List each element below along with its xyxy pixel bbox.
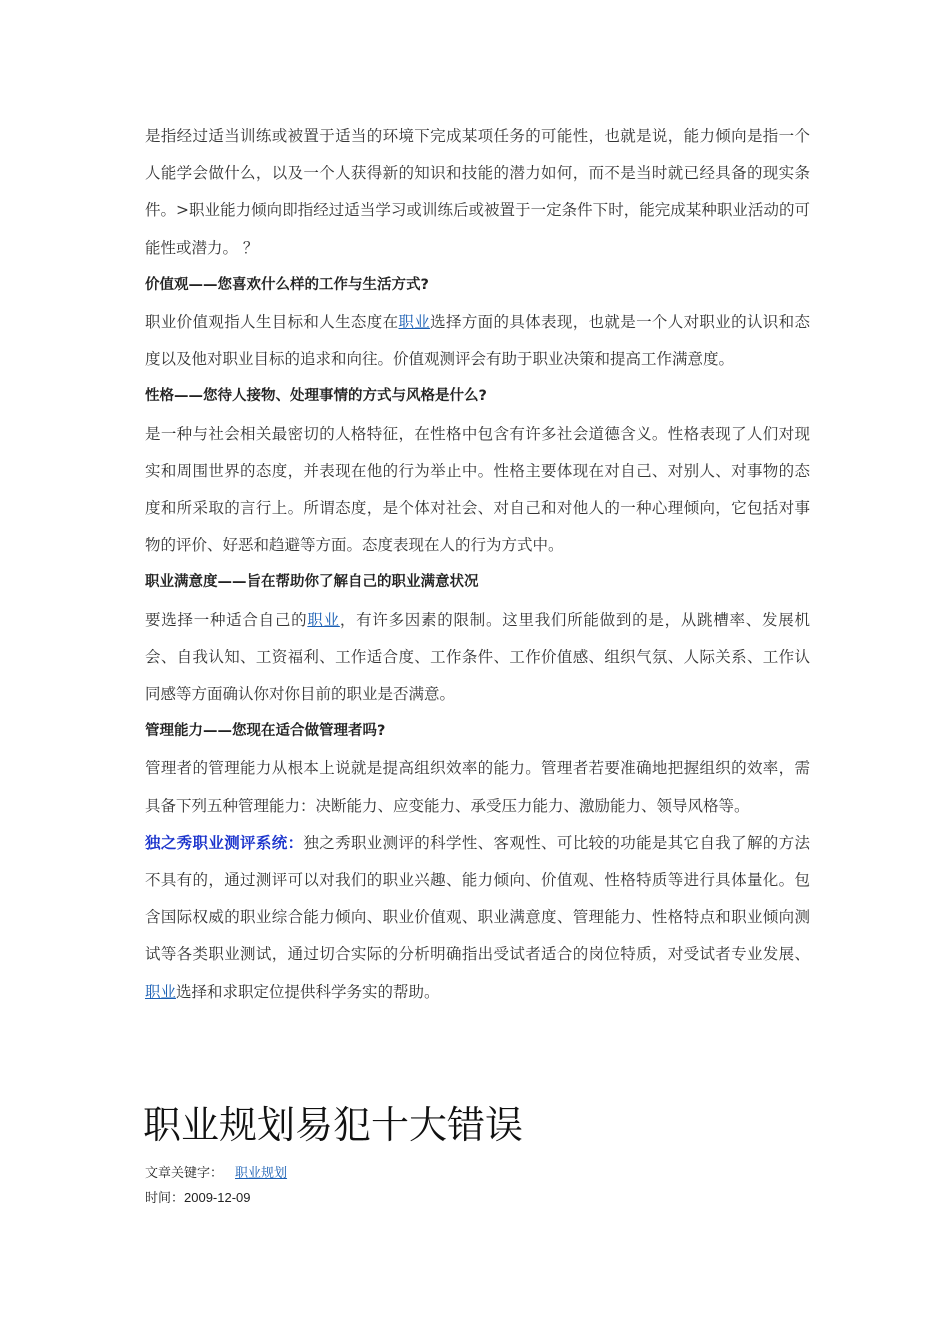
- management-paragraph: 管理者的管理能力从根本上说就是提高组织效率的能力。管理者若要准确地把握组织的效率，需具备下列五种管理能力：决断能力、应变能力、承受压力能力、激励能力、领导风格等。: [145, 759, 810, 815]
- satisfaction-heading: 职业满意度——旨在帮助你了解自己的职业满意状况: [145, 574, 479, 591]
- values-text-pre: 职业价值观指人生目标和人生态度在: [145, 313, 399, 332]
- career-link[interactable]: 职业: [307, 610, 340, 629]
- date-label: 时间：: [145, 1190, 185, 1205]
- article-body: [145, 118, 810, 1011]
- date-value: 2009-12-09: [184, 1190, 251, 1205]
- values-heading: 价值观——您喜欢什么样的工作与生活方式?: [145, 276, 429, 293]
- values-text-post: 选择方面的具体表现，也就是一个人对职业的认识和态度以及他对职业目标的追求和向往。价值观测评会有助于职业决策和提高工作满意度。: [145, 313, 810, 369]
- management-heading: 管理能力——您现在适合做管理者吗?: [145, 723, 386, 740]
- career-link[interactable]: 职业: [398, 313, 431, 332]
- keyword-link[interactable]: 职业规划: [235, 1165, 288, 1180]
- article-keywords: [145, 1162, 287, 1181]
- personality-heading: 性格——您待人接物、处理事情的方式与风格是什么?: [145, 388, 487, 405]
- satisfaction-text-pre: 要选择一种适合自己的: [145, 610, 308, 629]
- brand-label: 独之秀职业测评系统：: [145, 833, 304, 852]
- personality-paragraph: 是一种与社会相关最密切的人格特征，在性格中包含有许多社会道德含义。性格表现了人们对现实和周围世界的态度，并表现在他的行为举止中。性格主要体现在对自己、对别人、对事物的态度和所采取的言行上。所谓态度，是个体对社会、对自己和对他人的一种心理倾向，它包括对事物的评价、好恶和趋避等方面。态度表现在人的行为方式中。: [145, 424, 810, 555]
- article-date: [145, 1187, 251, 1206]
- values-paragraph: [145, 304, 810, 378]
- article-title: 职业规划易犯十大错误: [143, 1103, 524, 1147]
- satisfaction-paragraph: [145, 602, 810, 714]
- keywords-label: 文章关键字：: [145, 1165, 224, 1180]
- intro-paragraph: 是指经过适当训练或被置于适当的环境下完成某项任务的可能性，也就是说，能力倾向是指一个人能学会做什么，以及一个人获得新的知识和技能的潜力如何，而不是当时就已经具备的现实条件。>职业能力倾向即指经过适当学习或训练后或被置于一定条件下时，能完成某种职业活动的可能性或潜力。 ？: [145, 127, 810, 257]
- system-text-pre: 独之秀职业测评的科学性、客观性、可比较的功能是其它自我了解的方法不具有的，通过测评可以对我们的职业兴趣、能力倾向、价值观、性格特质等进行具体量化。包含国际权威的职业综合能力倾向、职业价值观、职业满意度、管理能力、性格特点和职业倾向测试等各类职业测试，通过切合实际的分析明确指出受试者适合的岗位特质，对受试者专业发展、: [145, 833, 810, 964]
- satisfaction-text-post: ，有许多因素的限制。这里我们所能做到的是，从跳槽率、发展机会、自我认知、工资福利、工作适合度、工作条件、工作价值感、组织气氛、人际关系、工作认同感等方面确认你对你目前的职业是否满意。: [145, 610, 810, 704]
- system-paragraph: [145, 825, 810, 1011]
- system-text-post: 选择和求职定位提供科学务实的帮助。: [176, 982, 440, 1001]
- career-link[interactable]: 职业: [145, 982, 177, 1001]
